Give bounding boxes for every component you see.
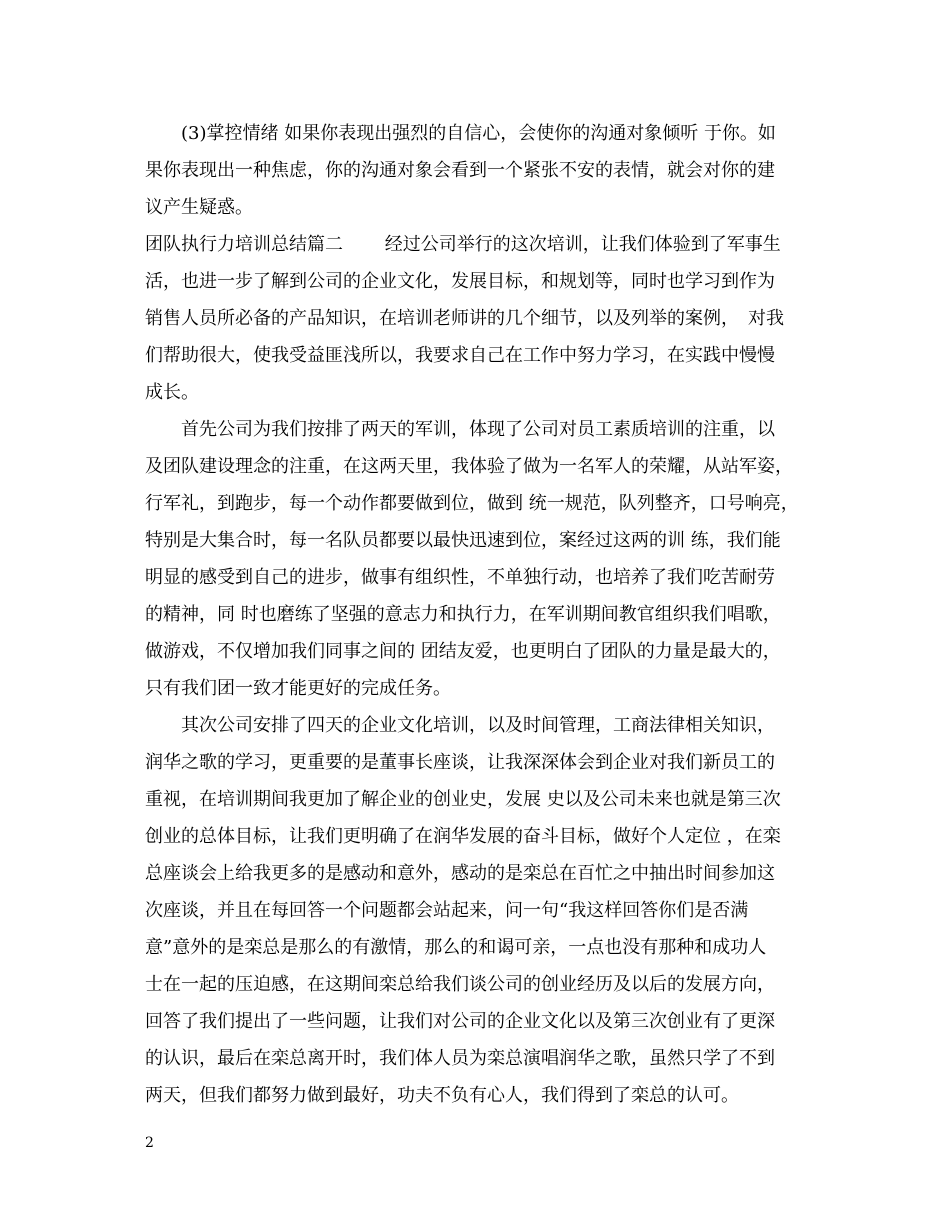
text-line: 首先公司为我们按排了两天的军训，体现了公司对员工素质培训的注重，以: [181, 419, 775, 440]
text-line: 成长。: [145, 382, 199, 403]
text-line: 的认识，最后在栾总离开时，我们体人员为栾总演唱润华之歌，虽然只学了不到: [145, 1048, 775, 1069]
para-military-training: [145, 411, 825, 707]
text-line: 两天，但我们都努力做到最好，功夫不负有心人，我们得到了栾总的认可。: [145, 1085, 739, 1106]
text-line: 活，也进一步了解到公司的企业文化，发展目标，和规划等，同时也学习到作为: [145, 271, 775, 292]
text-line: 意”意外的是栾总是那么的有激情，那么的和谒可亲，一点也没有那种和成功人: [145, 937, 767, 958]
document-body: [145, 115, 825, 1114]
page-number: 2: [145, 1135, 154, 1151]
text-line: 创业的总体目标，让我们更明确了在润华发展的奋斗目标，做好个人定位 ，在栾: [145, 826, 781, 847]
text-line: 润华之歌的学习，更重要的是董事长座谈，让我深深体会到企业对我们新员工的: [145, 752, 775, 773]
text-line: 士在一起的压迫感，在这期间栾总给我们谈公司的创业经历及以后的发展方向，: [145, 974, 775, 995]
text-line: 明显的感受到自己的进步，做事有组织性，不单独行动，也培养了我们吃苦耐劳: [145, 567, 775, 588]
text-line: 特别是大集合时，每一名队员都要以最快迅速到位，案经过这两的训 练，我们能: [145, 530, 781, 551]
text-line: 们帮助很大，使我受益匪浅所以，我要求自己在工作中努力学习，在实践中慢慢: [145, 345, 775, 366]
text-line: 回答了我们提出了一些问题，让我们对公司的企业文化以及第三次创业有了更深: [145, 1011, 775, 1032]
text-line: 果你表现出一种焦虑，你的沟通对象会看到一个紧张不安的表情，就会对你的建: [145, 160, 775, 181]
text-line: (3)掌控情绪 如果你表现出强烈的自信心，会使你的沟通对象倾听 于你。如: [181, 123, 776, 144]
text-line: 行军礼，到跑步，每一个动作都要做到位，做到 统一规范，队列整齐，口号响亮，: [145, 493, 799, 514]
para-summary-two-intro: [145, 226, 825, 411]
text-line: 议产生疑惑。: [145, 197, 253, 218]
text-line: 做游戏，不仅增加我们同事之间的 团结友爱，也更明白了团队的力量是最大的，: [145, 641, 781, 662]
text-line: 的精神，同 时也磨练了坚强的意志力和执行力，在军训期间教官组织我们唱歌，: [145, 604, 781, 625]
text-line: 只有我们团一致才能更好的完成任务。: [145, 678, 451, 699]
para-culture-training: [145, 707, 825, 1114]
text-line: 总座谈会上给我更多的是感动和意外，感动的是栾总在百忙之中抽出时间参加这: [145, 863, 775, 884]
para-emotion-control: [145, 115, 825, 226]
text-line: 其次公司安排了四天的企业文化培训，以及时间管理，工商法律相关知识，: [181, 715, 775, 736]
text-line: 及团队建设理念的注重，在这两天里，我体验了做为一名军人的荣耀，从站军姿，: [145, 456, 793, 477]
text-line: 次座谈，并且在每回答一个问题都会站起来，问一句“我这样回答你们是否满: [145, 900, 749, 921]
text-line: 销售人员所必备的产品知识，在培训老师讲的几个细节，以及列举的案例， 对我: [145, 308, 784, 329]
text-line: 重视，在培训期间我更加了解企业的创业史，发展 史以及公司未来也就是第三次: [145, 789, 781, 810]
text-line: 团队执行力培训总结篇二 经过公司举行的这次培训，让我们体验到了军事生: [145, 234, 781, 255]
